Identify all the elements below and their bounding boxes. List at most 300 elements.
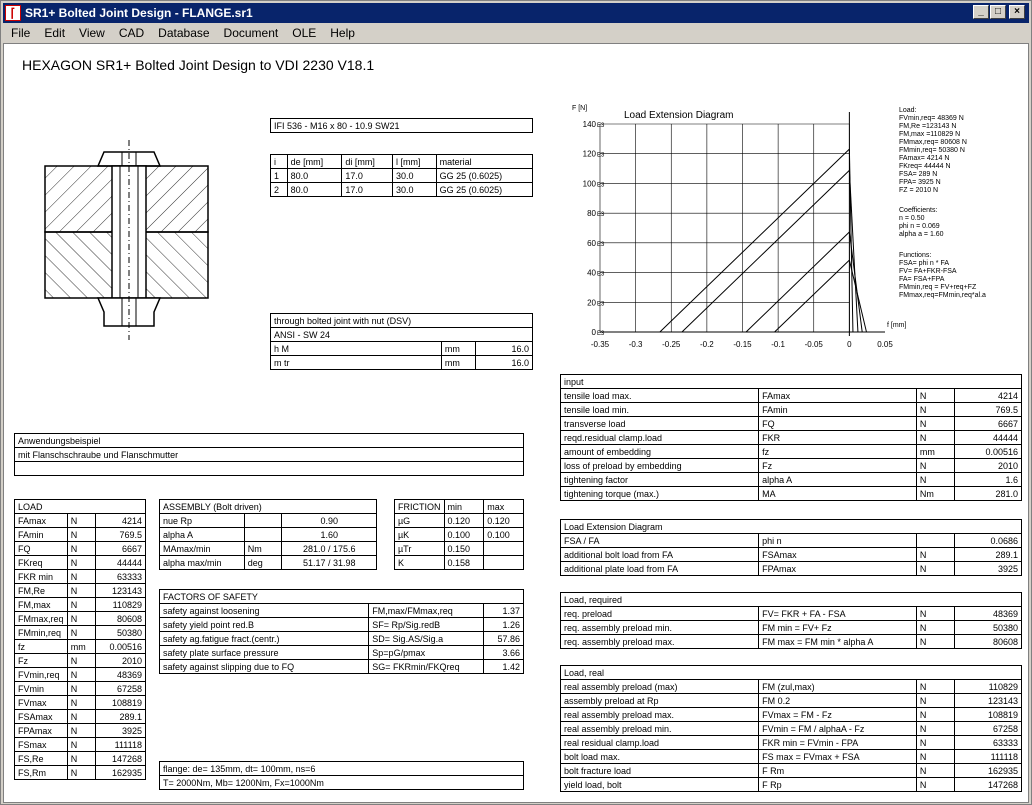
table-cell: N xyxy=(67,556,95,570)
table-cell: MA xyxy=(759,487,917,501)
load-extension-table xyxy=(560,519,1022,576)
table-cell: 80608 xyxy=(95,612,145,626)
table-cell: N xyxy=(67,570,95,584)
table-cell: FSA / FA xyxy=(561,534,759,548)
table-row xyxy=(15,710,146,724)
table-row xyxy=(271,356,533,370)
chart-annotation: FAmax= 4214 N xyxy=(899,155,950,162)
load-extension-chart xyxy=(560,99,1022,359)
table-cell: FMmax,req xyxy=(15,612,68,626)
y-tick-unit: E3 xyxy=(597,271,605,278)
table-cell: FS,Re xyxy=(15,752,68,766)
table-cell: 0.00516 xyxy=(95,640,145,654)
table-row xyxy=(15,668,146,682)
table-cell: N xyxy=(67,710,95,724)
table-cell: 67258 xyxy=(95,682,145,696)
table-cell: 6667 xyxy=(955,417,1022,431)
table-cell: FVmax = FM - Fz xyxy=(759,708,917,722)
table-row xyxy=(15,696,146,710)
table-cell: N xyxy=(916,607,954,621)
table-cell: mm xyxy=(67,640,95,654)
table-row xyxy=(15,724,146,738)
table-cell: 1 xyxy=(271,169,288,183)
menu-ole[interactable]: OLE xyxy=(292,26,317,40)
chart-title: Load Extension Diagram xyxy=(624,110,734,121)
table-cell: 0.100 xyxy=(444,528,484,542)
safety-table xyxy=(159,589,524,674)
column-header: i xyxy=(271,155,288,169)
y-tick-unit: E3 xyxy=(597,152,605,159)
column-header: di [mm] xyxy=(342,155,393,169)
table-cell: 162935 xyxy=(955,764,1022,778)
table-cell: tightening torque (max.) xyxy=(561,487,759,501)
y-tick-label: 60 xyxy=(587,238,596,248)
table-cell: FQ xyxy=(759,417,917,431)
table-cell: FAmax xyxy=(759,389,917,403)
table-cell: FV= FKR + FA - FSA xyxy=(759,607,917,621)
table-cell: 0.120 xyxy=(484,514,524,528)
table-cell: safety ag.fatigue fract.(centr.) xyxy=(160,632,369,646)
table-cell: FSmax xyxy=(15,738,68,752)
table-cell: N xyxy=(916,764,954,778)
y-axis-label: F [N] xyxy=(572,105,588,112)
table-cell: N xyxy=(67,696,95,710)
table-cell: loss of preload by embedding xyxy=(561,459,759,473)
table-cell: N xyxy=(916,431,954,445)
table-row xyxy=(561,778,1022,792)
x-tick-label: -0.1 xyxy=(771,340,786,349)
table-cell: 16.0 xyxy=(476,356,533,370)
table-cell: N xyxy=(916,635,954,649)
chart-annotation: FMmax,req=FMmin,req*al.a xyxy=(899,292,986,299)
chart-annotation: FMmin,req= 50380 N xyxy=(899,147,965,154)
chart-annotation: FZ = 2010 N xyxy=(899,187,939,194)
table-cell: 123143 xyxy=(95,584,145,598)
table-cell: FM min = FV+ Fz xyxy=(759,621,917,635)
table-cell: real residual clamp.load xyxy=(561,736,759,750)
table-cell: 281.0 / 175.6 xyxy=(282,542,377,556)
table-cell: FS,Rm xyxy=(15,766,68,780)
table-row xyxy=(15,528,146,542)
table-cell: 147268 xyxy=(955,778,1022,792)
table-cell: FPAmax xyxy=(759,562,917,576)
table-cell: N xyxy=(916,722,954,736)
menu-bar xyxy=(3,24,1029,42)
table-row xyxy=(561,635,1022,649)
assembly-title: ASSEMBLY (Bolt driven) xyxy=(160,500,377,514)
x-tick-label: -0.3 xyxy=(628,340,643,349)
table-cell: m tr xyxy=(271,356,442,370)
table-cell: FM,max xyxy=(15,598,68,612)
table-cell: 63333 xyxy=(955,736,1022,750)
table-cell: 110829 xyxy=(95,598,145,612)
table-cell: N xyxy=(916,621,954,635)
table-cell: N xyxy=(67,612,95,626)
table-cell: additional plate load from FA xyxy=(561,562,759,576)
table-cell: 1.6 xyxy=(955,473,1022,487)
table-cell: h M xyxy=(271,342,442,356)
table-row xyxy=(561,680,1022,694)
table-cell: 30.0 xyxy=(392,183,436,197)
y-tick-label: 140 xyxy=(582,120,596,129)
table-cell: Fz xyxy=(15,654,68,668)
table-cell: 6667 xyxy=(95,542,145,556)
table-cell: 30.0 xyxy=(392,169,436,183)
table-cell: N xyxy=(67,738,95,752)
table-cell: FVmin,req xyxy=(15,668,68,682)
friction-table xyxy=(394,499,524,570)
table-cell: N xyxy=(67,626,95,640)
column-header: de [mm] xyxy=(287,155,342,169)
table-cell: 48369 xyxy=(955,607,1022,621)
table-cell: 0.100 xyxy=(484,528,524,542)
chart-annotation: FA= FSA+FPA xyxy=(899,276,945,283)
table-cell: N xyxy=(916,694,954,708)
table-row xyxy=(15,766,146,780)
x-tick-label: -0.2 xyxy=(699,340,714,349)
chart-annotation: Coefficients: xyxy=(899,207,938,214)
table-cell: K xyxy=(395,556,445,570)
assembly-table xyxy=(159,499,377,570)
table-row xyxy=(160,542,377,556)
table-row xyxy=(271,183,533,197)
table-cell: bolt load max. xyxy=(561,750,759,764)
table-row xyxy=(561,736,1022,750)
example-text: mit Flanschschraube und Flanschmutter xyxy=(15,448,524,462)
table-cell: fz xyxy=(15,640,68,654)
table-row xyxy=(561,445,1022,459)
table-cell: N xyxy=(916,736,954,750)
table-cell: phi n xyxy=(759,534,917,548)
page-heading: HEXAGON SR1+ Bolted Joint Design to VDI 2230 V18.1 xyxy=(22,57,375,73)
table-cell: 0.150 xyxy=(444,542,484,556)
table-cell: N xyxy=(916,778,954,792)
table-cell: N xyxy=(67,724,95,738)
table-cell: tightening factor xyxy=(561,473,759,487)
table-cell: 44444 xyxy=(95,556,145,570)
table-cell: 1.26 xyxy=(484,618,524,632)
y-tick-label: 0 xyxy=(591,328,596,337)
table-cell: FS max = FVmax + FSA xyxy=(759,750,917,764)
table-cell: 769.5 xyxy=(95,528,145,542)
menu-file[interactable]: File xyxy=(11,26,31,40)
table-cell: N xyxy=(67,542,95,556)
menu-cad[interactable]: CAD xyxy=(118,26,145,40)
table-cell: Sp=pG/pmax xyxy=(369,646,484,660)
table-cell: FPAmax xyxy=(15,724,68,738)
bolt-joint-drawing xyxy=(40,132,215,347)
table-cell: N xyxy=(916,389,954,403)
table-cell: 80.0 xyxy=(287,169,342,183)
table-cell: tensile load min. xyxy=(561,403,759,417)
maximize-button[interactable]: □ xyxy=(990,5,1006,19)
table-row xyxy=(561,459,1022,473)
table-cell: alpha A xyxy=(759,473,917,487)
table-cell: N xyxy=(916,548,954,562)
table-cell: assembly preload at Rp xyxy=(561,694,759,708)
table-cell: 1.37 xyxy=(484,604,524,618)
table-cell: SF= Rp/Sig.redB xyxy=(369,618,484,632)
table-cell: req. assembly preload max. xyxy=(561,635,759,649)
table-cell: deg xyxy=(244,556,282,570)
table-cell: req. assembly preload min. xyxy=(561,621,759,635)
table-cell: µG xyxy=(395,514,445,528)
table-cell: N xyxy=(916,562,954,576)
series-line xyxy=(660,149,850,332)
table-cell: 108819 xyxy=(95,696,145,710)
chart-annotation: FSA= 289 N xyxy=(899,171,938,178)
table-cell: 57.86 xyxy=(484,632,524,646)
table-row xyxy=(561,562,1022,576)
table-cell: 2010 xyxy=(95,654,145,668)
led-title: Load Extension Diagram xyxy=(561,520,1022,534)
table-row xyxy=(395,514,524,528)
load-table xyxy=(14,499,146,780)
table-row xyxy=(271,169,533,183)
table-cell: N xyxy=(916,750,954,764)
table-row xyxy=(271,342,533,356)
table-cell: FAmin xyxy=(15,528,68,542)
table-row xyxy=(15,682,146,696)
menu-document[interactable]: Document xyxy=(223,26,279,40)
table-row xyxy=(15,570,146,584)
table-cell: FKR xyxy=(759,431,917,445)
table-row xyxy=(15,626,146,640)
table-cell: 50380 xyxy=(95,626,145,640)
flange-line-2: T= 2000Nm, Mb= 1200Nm, Fx=1000Nm xyxy=(160,776,524,790)
table-cell: reqd.residual clamp.load xyxy=(561,431,759,445)
table-cell: 4214 xyxy=(955,389,1022,403)
table-cell: 769.5 xyxy=(955,403,1022,417)
table-cell xyxy=(484,542,524,556)
table-cell: 1.60 xyxy=(282,528,377,542)
table-cell: 289.1 xyxy=(955,548,1022,562)
table-cell: FM,max/FMmax,req xyxy=(369,604,484,618)
table-cell: FSAmax xyxy=(759,548,917,562)
table-row xyxy=(561,473,1022,487)
friction-title: FRICTION xyxy=(395,500,445,514)
table-cell: N xyxy=(916,680,954,694)
table-cell: mm xyxy=(916,445,954,459)
x-tick-label: 0 xyxy=(847,340,852,349)
table-row xyxy=(561,548,1022,562)
table-cell: N xyxy=(67,752,95,766)
hexagon-app-icon[interactable]: ⌈ xyxy=(5,5,21,21)
x-axis-label: f [mm] xyxy=(887,322,907,329)
table-cell: 0.90 xyxy=(282,514,377,528)
column-header: l [mm] xyxy=(392,155,436,169)
table-cell xyxy=(484,556,524,570)
table-cell: FM,Re xyxy=(15,584,68,598)
chart-annotation: Load: xyxy=(899,107,917,114)
series-line xyxy=(849,232,862,332)
table-cell: alpha A xyxy=(160,528,245,542)
table-cell: N xyxy=(67,668,95,682)
chart-annotation: FMmax,req= 80608 N xyxy=(899,139,967,146)
y-tick-unit: E3 xyxy=(597,212,605,219)
table-cell: amount of embedding xyxy=(561,445,759,459)
table-cell: FMmin,req xyxy=(15,626,68,640)
table-cell: 2010 xyxy=(955,459,1022,473)
table-row xyxy=(160,646,524,660)
y-tick-unit: E3 xyxy=(597,182,605,189)
table-cell: 123143 xyxy=(955,694,1022,708)
table-row xyxy=(15,640,146,654)
table-row xyxy=(561,431,1022,445)
y-tick-unit: E3 xyxy=(597,123,605,129)
table-cell: safety against loosening xyxy=(160,604,369,618)
table-cell: F Rm xyxy=(759,764,917,778)
table-cell: SG= FKRmin/FKQreq xyxy=(369,660,484,674)
title-bar xyxy=(3,3,1029,23)
table-cell: SD= Sig.AS/Sig.a xyxy=(369,632,484,646)
table-cell: 111118 xyxy=(95,738,145,752)
x-tick-label: -0.15 xyxy=(733,340,752,349)
chart-annotation: FM,Re =123143 N xyxy=(899,123,957,130)
table-cell: 63333 xyxy=(95,570,145,584)
table-row xyxy=(561,607,1022,621)
close-button[interactable]: × xyxy=(1009,5,1025,19)
table-cell: real assembly preload max. xyxy=(561,708,759,722)
table-cell: N xyxy=(67,654,95,668)
table-cell: GG 25 (0.6025) xyxy=(436,169,532,183)
plates-table xyxy=(270,154,533,197)
table-cell: 281.0 xyxy=(955,487,1022,501)
table-cell: mm xyxy=(441,356,475,370)
table-cell: N xyxy=(67,514,95,528)
table-cell: FVmax xyxy=(15,696,68,710)
chart-annotation: FV= FA+FKR-FSA xyxy=(899,268,957,275)
minimize-button[interactable]: _ xyxy=(973,5,989,19)
table-cell: FKR min = FVmin - FPA xyxy=(759,736,917,750)
table-cell: 67258 xyxy=(955,722,1022,736)
table-cell: fz xyxy=(759,445,917,459)
nut-spec: ANSI - SW 24 xyxy=(271,328,533,342)
table-cell: 17.0 xyxy=(342,169,393,183)
table-row xyxy=(15,514,146,528)
y-tick-label: 120 xyxy=(582,149,596,159)
menu-edit[interactable]: Edit xyxy=(44,26,66,40)
table-cell: 4214 xyxy=(95,514,145,528)
table-cell: 44444 xyxy=(955,431,1022,445)
x-tick-label: 0.05 xyxy=(877,340,893,349)
table-cell: additional bolt load from FA xyxy=(561,548,759,562)
table-row xyxy=(15,556,146,570)
table-cell: N xyxy=(916,473,954,487)
table-cell: N xyxy=(67,766,95,780)
table-cell: µTr xyxy=(395,542,445,556)
table-cell: alpha max/min xyxy=(160,556,245,570)
table-cell: 2 xyxy=(271,183,288,197)
chart-annotation: n = 0.50 xyxy=(899,215,925,222)
x-tick-label: -0.35 xyxy=(590,340,610,349)
table-cell: N xyxy=(67,584,95,598)
table-cell: 111118 xyxy=(955,750,1022,764)
table-cell: 162935 xyxy=(95,766,145,780)
table-cell: 3.66 xyxy=(484,646,524,660)
table-cell: safety plate surface pressure xyxy=(160,646,369,660)
table-row xyxy=(160,618,524,632)
table-cell: 17.0 xyxy=(342,183,393,197)
table-cell: FVmin = FM / alphaA - Fz xyxy=(759,722,917,736)
chart-annotation: FM,max =110829 N xyxy=(899,131,961,138)
table-cell: GG 25 (0.6025) xyxy=(436,183,532,197)
table-row xyxy=(15,612,146,626)
table-row xyxy=(395,542,524,556)
document-area xyxy=(3,43,1029,803)
table-row xyxy=(15,738,146,752)
req-title: Load, required xyxy=(561,593,1022,607)
table-row xyxy=(160,528,377,542)
table-cell xyxy=(244,514,282,528)
table-row xyxy=(15,598,146,612)
bolt-spec-table xyxy=(270,118,533,133)
chart-annotation: FPA= 3925 N xyxy=(899,179,941,186)
y-tick-label: 100 xyxy=(582,179,596,189)
y-tick-unit: E3 xyxy=(597,331,605,337)
flange-line-1: flange: de= 135mm, dt= 100mm, ns=6 xyxy=(160,762,524,776)
table-cell: N xyxy=(67,682,95,696)
table-row xyxy=(561,487,1022,501)
chart-annotation: alpha a = 1.60 xyxy=(899,231,944,238)
table-cell: 0.00516 xyxy=(955,445,1022,459)
chart-annotation: FSA= phi n * FA xyxy=(899,260,949,267)
menu-database[interactable]: Database xyxy=(158,26,210,40)
table-cell: nue Rp xyxy=(160,514,245,528)
menu-view[interactable]: View xyxy=(79,26,105,40)
menu-help[interactable]: Help xyxy=(330,26,355,40)
table-cell: 80608 xyxy=(955,635,1022,649)
table-row xyxy=(561,534,1022,548)
table-cell: safety yield point red.B xyxy=(160,618,369,632)
table-cell: 0.120 xyxy=(444,514,484,528)
table-cell: Fz xyxy=(759,459,917,473)
table-cell: FQ xyxy=(15,542,68,556)
table-cell: 147268 xyxy=(95,752,145,766)
y-tick-label: 40 xyxy=(587,268,596,278)
table-cell: FVmin xyxy=(15,682,68,696)
y-tick-label: 20 xyxy=(587,298,596,308)
table-cell: 51.17 / 31.98 xyxy=(282,556,377,570)
y-tick-label: 80 xyxy=(587,209,596,219)
table-row xyxy=(15,542,146,556)
table-cell: FAmax xyxy=(15,514,68,528)
series-line xyxy=(849,170,858,332)
chart-annotation: FVmin,req= 48369 N xyxy=(899,115,964,122)
table-cell: real assembly preload (max) xyxy=(561,680,759,694)
table-cell: req. preload xyxy=(561,607,759,621)
example-table xyxy=(14,433,524,476)
table-cell: N xyxy=(67,528,95,542)
input-table xyxy=(560,374,1022,501)
table-cell: FM (zul,max) xyxy=(759,680,917,694)
joint-table xyxy=(270,313,533,370)
table-row xyxy=(160,632,524,646)
table-cell: bolt fracture load xyxy=(561,764,759,778)
y-tick-unit: E3 xyxy=(597,301,605,308)
joint-title: through bolted joint with nut (DSV) xyxy=(271,314,533,328)
table-row xyxy=(561,750,1022,764)
table-row xyxy=(160,660,524,674)
table-row xyxy=(561,621,1022,635)
x-tick-label: -0.05 xyxy=(804,340,823,349)
table-row xyxy=(561,764,1022,778)
chart-annotation: Functions: xyxy=(899,252,932,259)
load-real-table xyxy=(560,665,1022,792)
table-cell: 48369 xyxy=(95,668,145,682)
table-cell: 108819 xyxy=(955,708,1022,722)
window-title: SR1+ Bolted Joint Design - FLANGE.sr1 xyxy=(25,6,253,20)
